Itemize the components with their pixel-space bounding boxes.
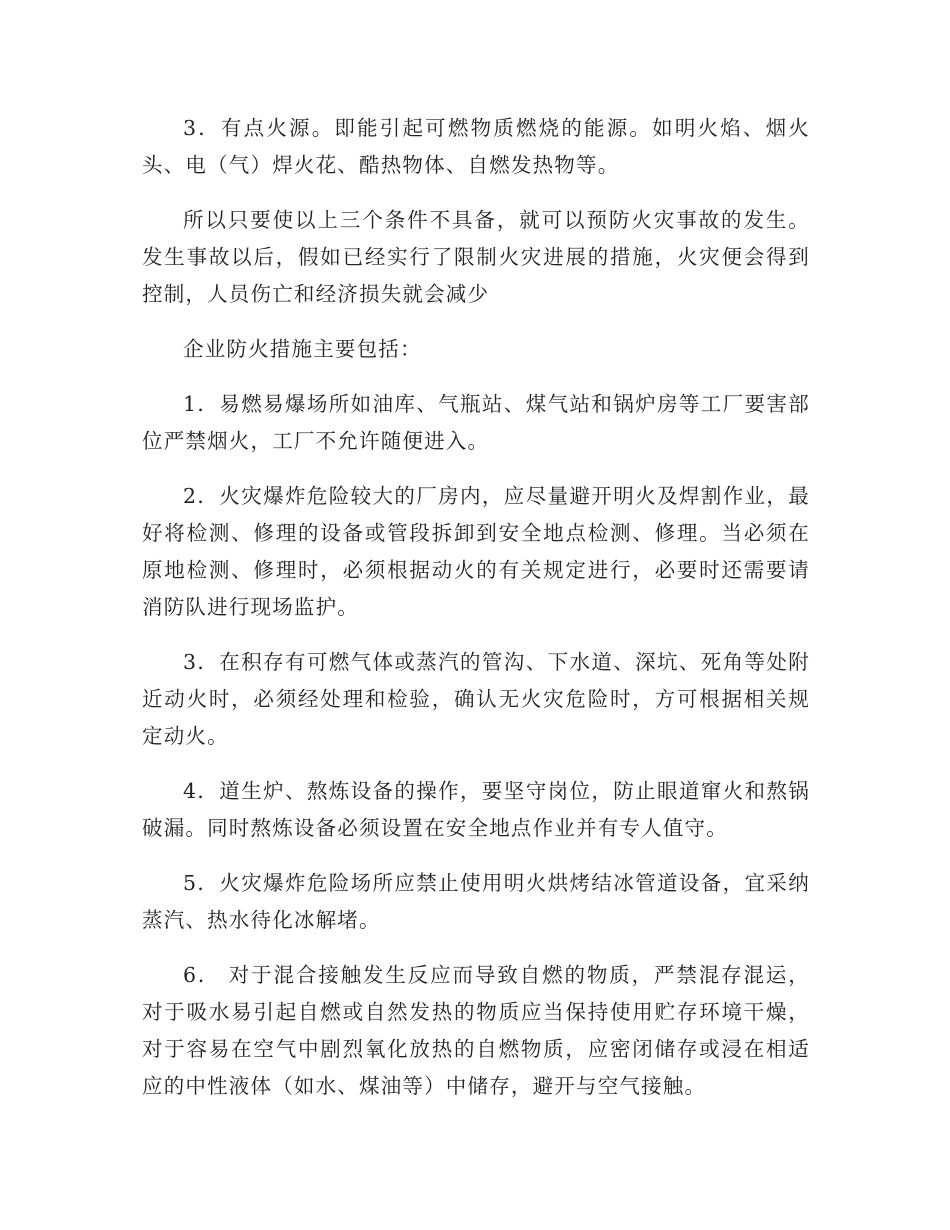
paragraph-measure-3: 3．在积存有可燃气体或蒸汽的管沟、下水道、深坑、死角等处附近动火时，必须经处理和检验，确认无火灾危险时，方可根据相关规定动火。 bbox=[142, 650, 810, 748]
paragraph-measure-5: 5．火灾爆炸危险场所应禁止使用明火烘烤结冰管道设备，宜采纳蒸汽、热水待化冰解堵。 bbox=[142, 871, 810, 932]
paragraph-ignition-source: 3．有点火源。即能引起可燃物质燃烧的能源。如明火焰、烟火头、电（气）焊火花、酷热物体、自燃发热物等。 bbox=[142, 116, 810, 177]
document-body bbox=[142, 110, 810, 1123]
paragraph-measure-2: 2．火灾爆炸危险较大的厂房内，应尽量避开明火及焊割作业，最好将检测、修理的设备或管段拆卸到安全地点检测、修理。当必须在原地检测、修理时，必须根据动火的有关规定进行，必要时还需要请消防队进行现场监护。 bbox=[142, 484, 810, 619]
paragraph-prevention-summary: 所以只要使以上三个条件不具备，就可以预防火灾事故的发生。发生事故以后，假如已经实行了限制火灾进展的措施，火灾便会得到控制，人员伤亡和经济损失就会减少 bbox=[142, 208, 810, 306]
paragraph-measure-6: 6． 对于混合接触发生反应而导致自燃的物质，严禁混存混运，对于吸水易引起自燃或自然发热的物质应当保持使用贮存环境干燥，对于容易在空气中剧烈氧化放热的自燃物质，应密闭储存或浸在相适应的中性液体（如水、煤油等）中储存，避开与空气接触。 bbox=[142, 963, 810, 1098]
paragraph-measures-heading: 企业防火措施主要包括： bbox=[183, 337, 422, 361]
paragraph-measure-1: 1．易燃易爆场所如油库、气瓶站、煤气站和锅炉房等工厂要害部位严禁烟火，工厂不允许随便进入。 bbox=[142, 392, 810, 453]
paragraph-measure-4: 4．道生炉、熬炼设备的操作，要坚守岗位，防止眼道窜火和熬锅破漏。同时熬炼设备必须设置在安全地点作业并有专人值守。 bbox=[142, 779, 810, 840]
